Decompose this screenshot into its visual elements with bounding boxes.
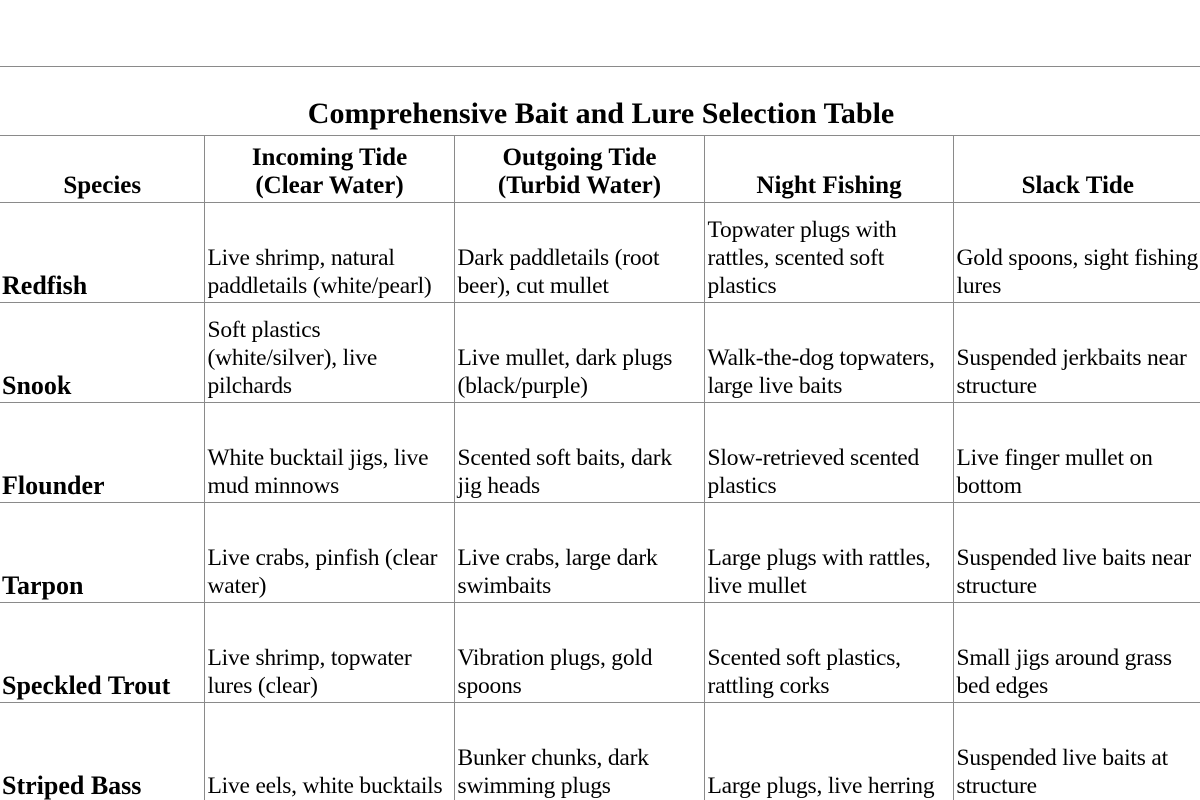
header-slack-label: Slack Tide [1021,172,1134,199]
table-row [0,503,1200,603]
outgoing-tide-cell: Vibration plugs, gold spoons [454,603,704,703]
header-outgoing-tide [454,136,704,203]
night-fishing-cell: Slow-retrieved scented plastics [704,403,953,503]
header-night-label: Night Fishing [756,172,902,199]
incoming-tide-cell: Live crabs, pinfish (clear water) [204,503,454,603]
outgoing-tide-cell: Live mullet, dark plugs (black/purple) [454,303,704,403]
table-row [0,703,1200,800]
header-species [0,136,204,203]
table-row [0,203,1200,303]
header-outgoing-line1: Outgoing Tide [502,144,657,171]
slack-tide-cell: Suspended live baits at structure [953,703,1200,800]
slack-tide-cell: Live finger mullet on bottom [953,403,1200,503]
incoming-tide-cell: Live eels, white bucktails [204,703,454,800]
slack-tide-cell: Gold spoons, sight fishing lures [953,203,1200,303]
outgoing-tide-cell: Bunker chunks, dark swimming plugs [454,703,704,800]
night-fishing-cell: Scented soft plastics, rattling corks [704,603,953,703]
header-incoming-tide [204,136,454,203]
header-incoming-line2: (Clear Water) [255,172,404,199]
header-night-fishing [704,136,953,203]
incoming-tide-cell: Soft plastics (white/silver), live pilchards [204,303,454,403]
night-fishing-cell: Large plugs, live herring [704,703,953,800]
night-fishing-cell: Topwater plugs with rattles, scented soft plastics [704,203,953,303]
night-fishing-cell: Walk-the-dog topwaters, large live baits [704,303,953,403]
header-slack-tide [953,136,1200,203]
slack-tide-cell: Suspended live baits near structure [953,503,1200,603]
incoming-tide-cell: Live shrimp, natural paddletails (white/pearl) [204,203,454,303]
slack-tide-cell: Small jigs around grass bed edges [953,603,1200,703]
species-cell: Redfish [0,203,204,303]
table-row [0,403,1200,503]
outgoing-tide-cell: Dark paddletails (root beer), cut mullet [454,203,704,303]
species-cell: Tarpon [0,503,204,603]
species-cell: Speckled Trout [0,603,204,703]
header-species-label: Species [63,172,142,199]
incoming-tide-cell: White bucktail jigs, live mud minnows [204,403,454,503]
outgoing-tide-cell: Scented soft baits, dark jig heads [454,403,704,503]
table-title: Comprehensive Bait and Lure Selection Table [0,67,1200,136]
night-fishing-cell: Large plugs with rattles, live mullet [704,503,953,603]
table-row [0,303,1200,403]
outgoing-tide-cell: Live crabs, large dark swimbaits [454,503,704,603]
species-cell: Snook [0,303,204,403]
species-cell: Striped Bass [0,703,204,800]
header-incoming-line1: Incoming Tide [251,144,408,171]
bait-lure-selection-table [0,66,1200,800]
header-row [0,136,1200,203]
slack-tide-cell: Suspended jerkbaits near structure [953,303,1200,403]
table-row [0,603,1200,703]
incoming-tide-cell: Live shrimp, topwater lures (clear) [204,603,454,703]
header-outgoing-line2: (Turbid Water) [497,172,662,199]
species-cell: Flounder [0,403,204,503]
title-row [0,67,1200,136]
